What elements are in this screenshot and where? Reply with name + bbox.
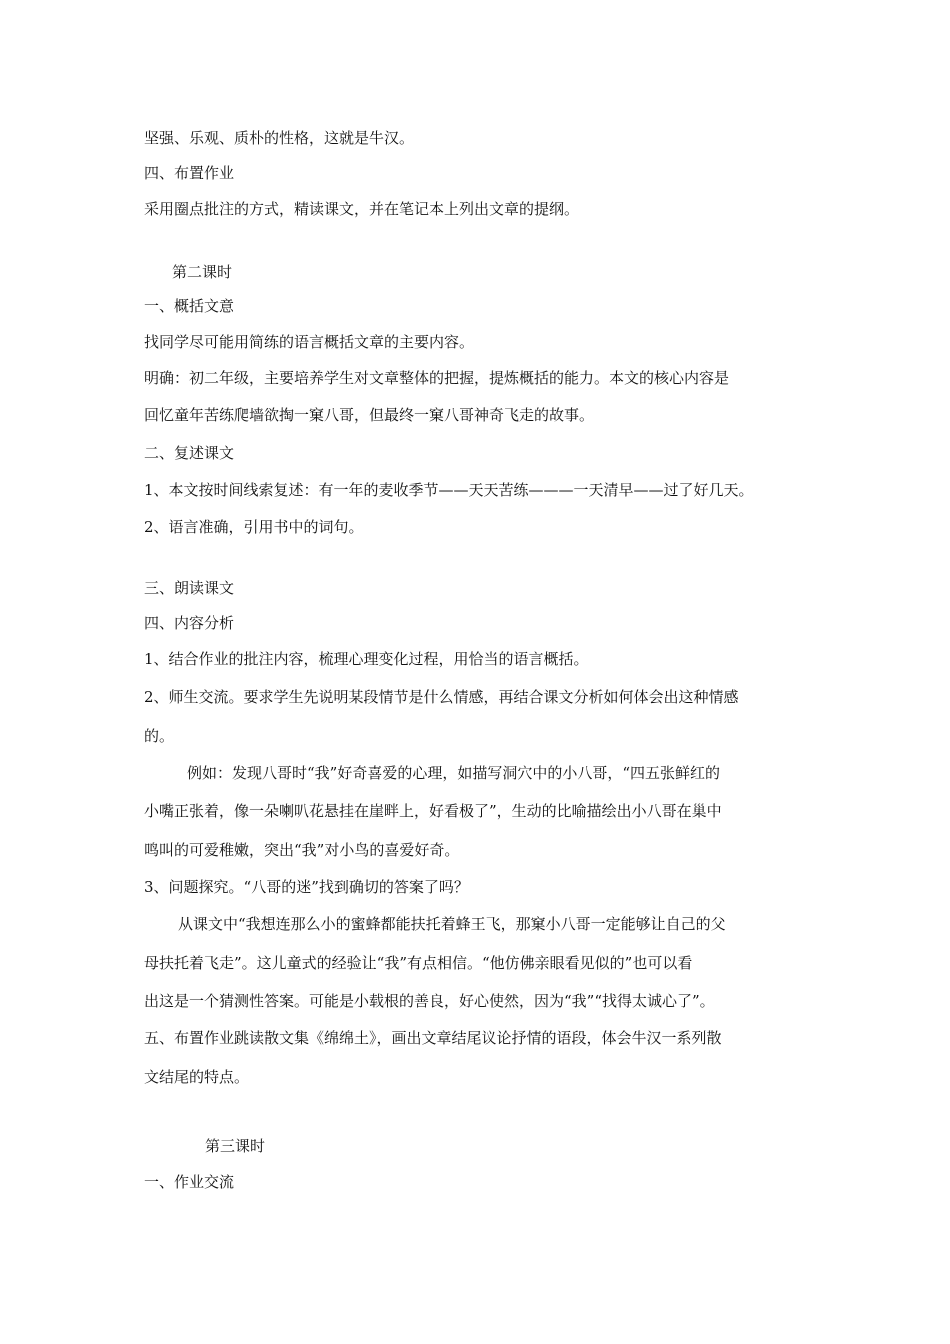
section-heading: 一、作业交流 bbox=[144, 1173, 235, 1191]
section-heading: 一、概括文意 bbox=[144, 297, 235, 315]
paragraph-line: 采用圈点批注的方式，精读课文，并在笔记本上列出文章的提纲。 bbox=[144, 200, 580, 218]
paragraph-line: 1、本文按时间线索复述：有一年的麦收季节——天天苦练———一天清早——过了好几天。 bbox=[144, 481, 754, 499]
section-heading: 四、内容分析 bbox=[144, 614, 235, 632]
paragraph-line: 2、师生交流。要求学生先说明某段情节是什么情感，再结合课文分析如何体会出这种情感 bbox=[144, 688, 739, 706]
section-heading: 二、复述课文 bbox=[144, 444, 235, 462]
paragraph-line: 从课文中“我想连那么小的蜜蜂都能扶托着蜂王飞，那窠小八哥一定能够让自己的父 bbox=[178, 915, 726, 933]
paragraph-line: 文结尾的特点。 bbox=[144, 1068, 250, 1086]
paragraph-line: 坚强、乐观、质朴的性格，这就是牛汉。 bbox=[144, 129, 415, 147]
paragraph-line: 的。 bbox=[144, 727, 175, 745]
lesson-heading: 第二课时 bbox=[172, 263, 233, 281]
paragraph-line: 2、语言准确，引用书中的词句。 bbox=[144, 518, 364, 536]
paragraph-line: 出这是一个猜测性答案。可能是小载根的善良，好心使然，因为“我”“找得太诚心了”。 bbox=[144, 992, 715, 1010]
lesson-heading: 第三课时 bbox=[205, 1137, 266, 1155]
paragraph-line: 母扶托着飞走”。这儿童式的经验让“我”有点相信。“他仿佛亲眼看见似的”也可以看 bbox=[144, 954, 693, 972]
paragraph-line: 3、问题探究。“八哥的迷”找到确切的答案了吗？ bbox=[144, 878, 469, 896]
paragraph-line: 找同学尽可能用简练的语言概括文章的主要内容。 bbox=[144, 333, 475, 351]
section-heading: 三、朗读课文 bbox=[144, 579, 235, 597]
paragraph-line: 回忆童年苦练爬墙欲掏一窠八哥，但最终一窠八哥神奇飞走的故事。 bbox=[144, 406, 595, 424]
paragraph-line: 明确：初二年级，主要培养学生对文章整体的把握，提炼概括的能力。本文的核心内容是 bbox=[144, 369, 730, 387]
paragraph-line: 小嘴正张着，像一朵喇叭花悬挂在崖畔上，好看极了”，生动的比喻描绘出小八哥在巢中 bbox=[144, 802, 722, 820]
paragraph-line: 鸣叫的可爱稚嫩，突出“我”对小鸟的喜爱好奇。 bbox=[144, 841, 460, 859]
paragraph-line: 1、结合作业的批注内容，梳理心理变化过程，用恰当的语言概括。 bbox=[144, 650, 589, 668]
paragraph-line: 五、布置作业跳读散文集《绵绵土》，画出文章结尾议论抒情的语段，体会牛汉一系列散 bbox=[144, 1029, 722, 1047]
paragraph-line: 例如：发现八哥时“我”好奇喜爱的心理，如描写洞穴中的小八哥，“四五张鲜红的 bbox=[187, 764, 721, 782]
section-heading: 四、布置作业 bbox=[144, 164, 235, 182]
